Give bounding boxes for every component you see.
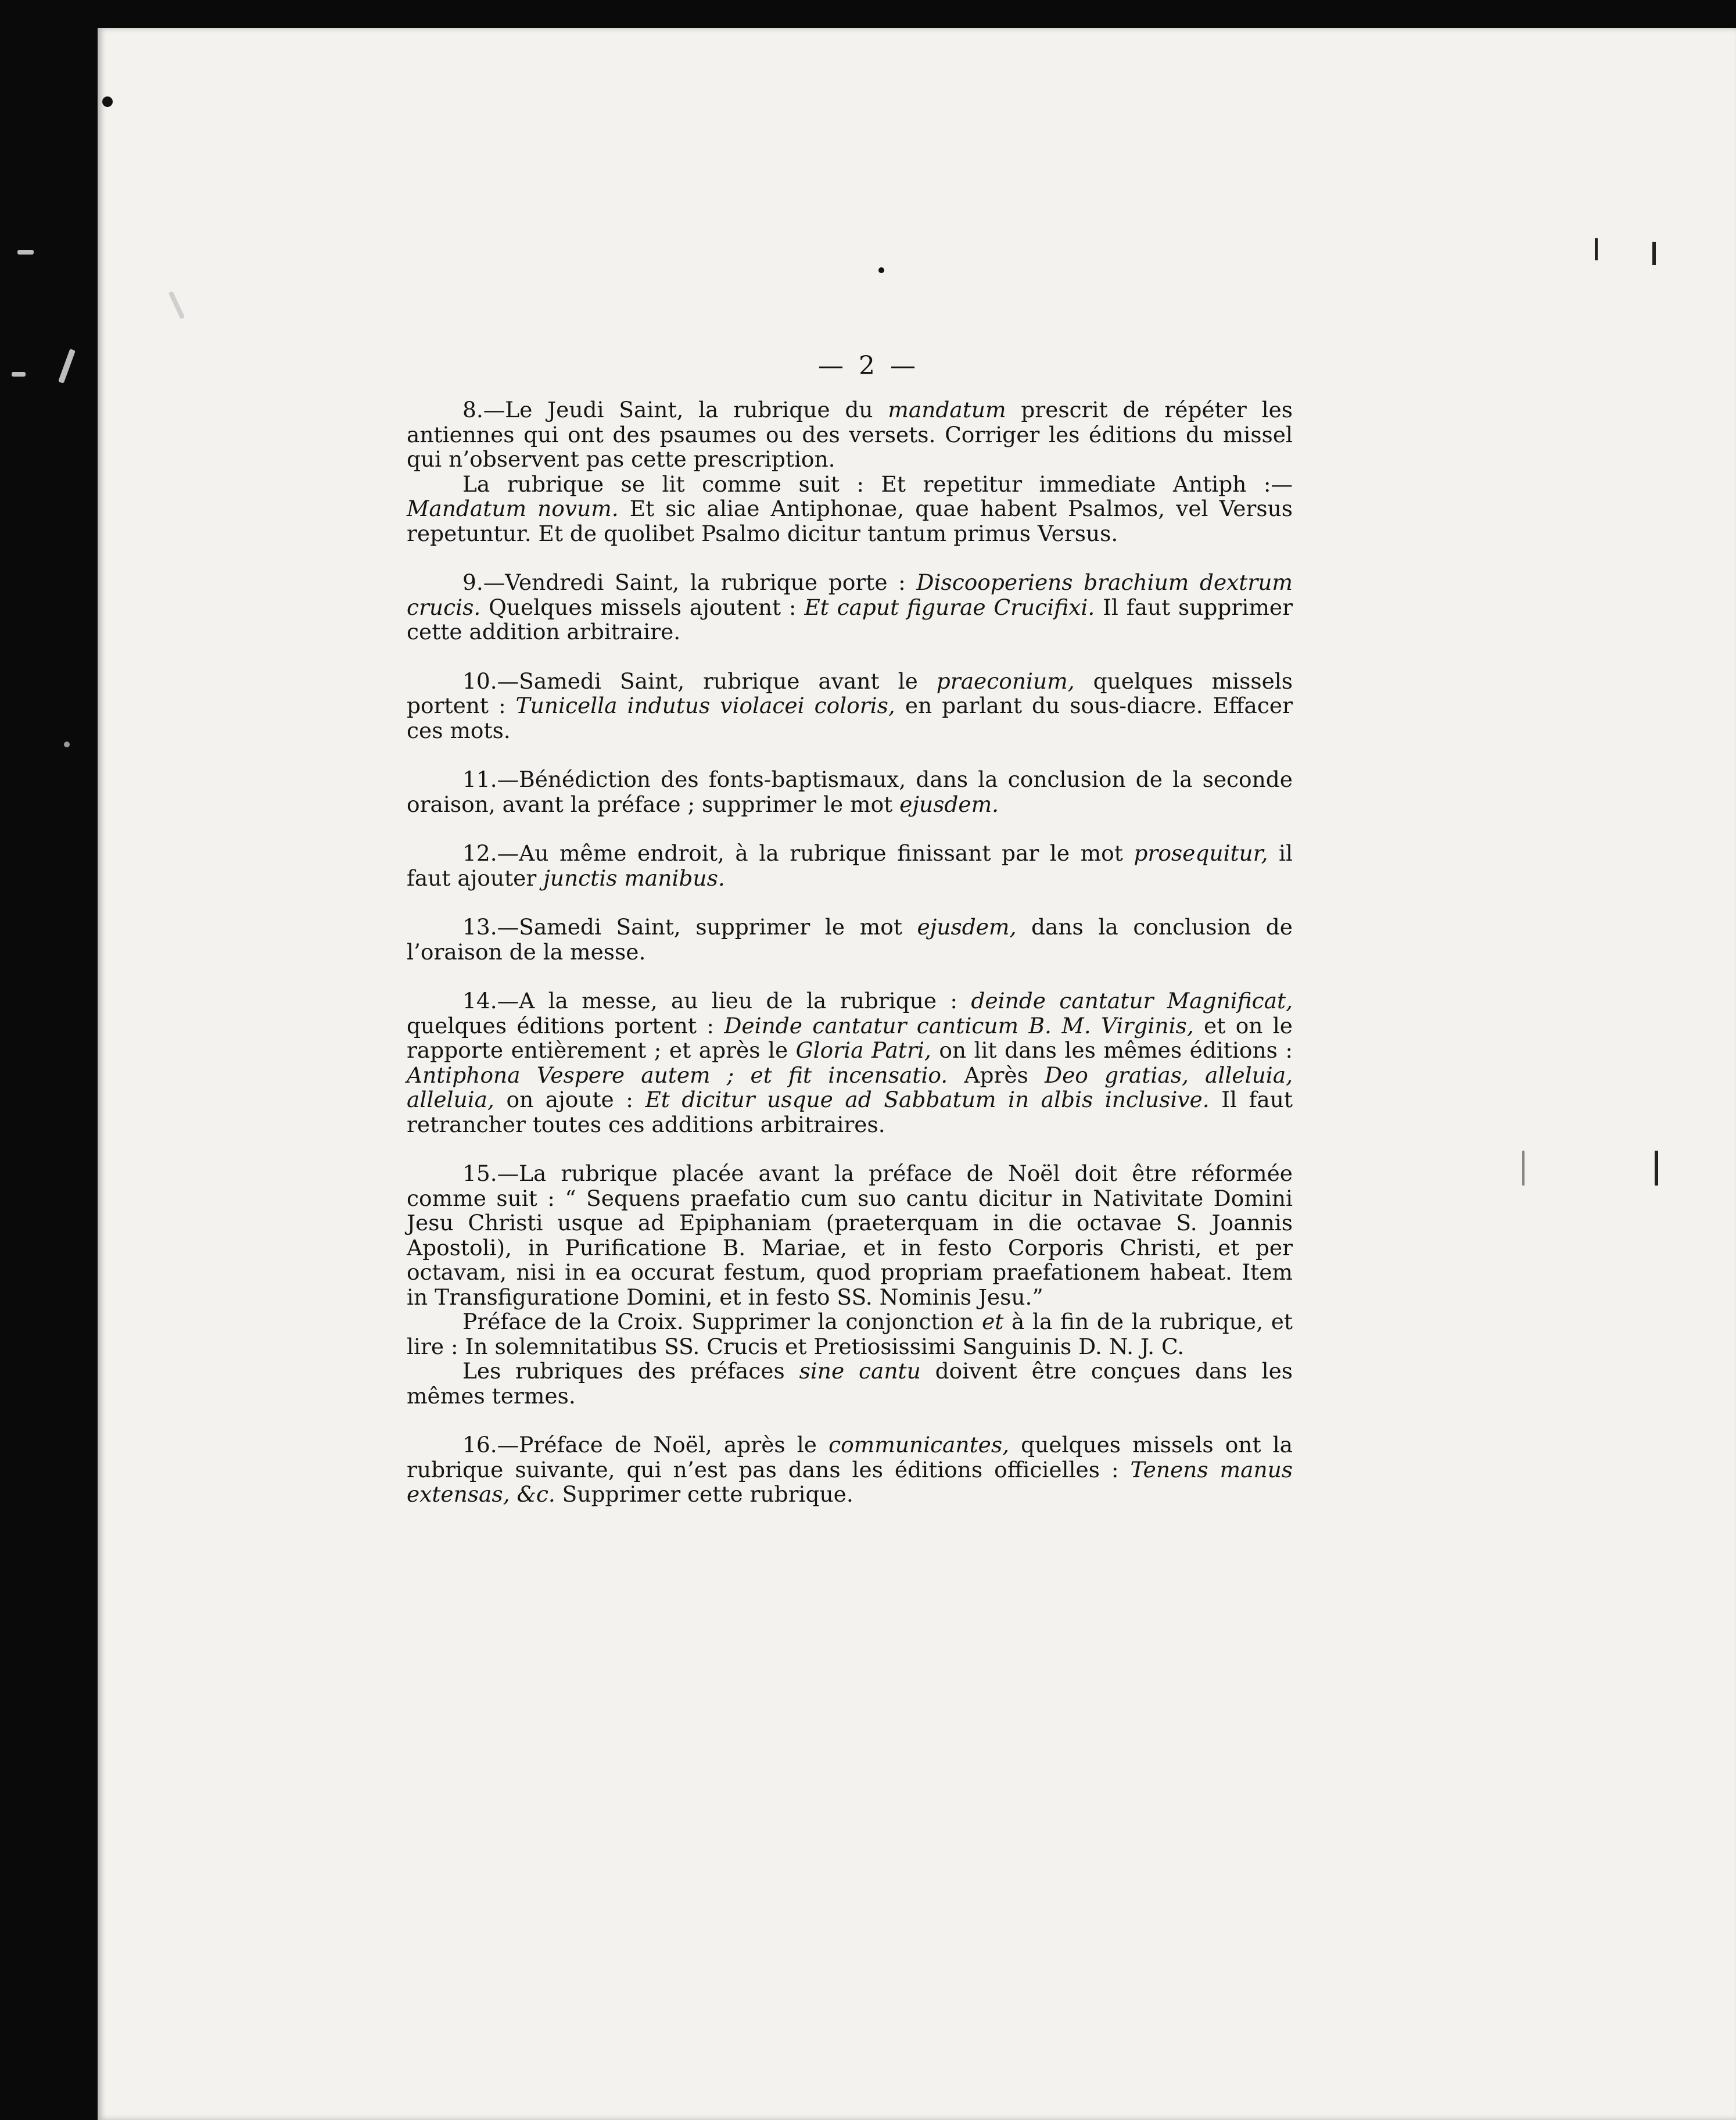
text-run: dans la conclusion de l’oraison de la messe. bbox=[407, 914, 1293, 965]
text-run: 10.—Samedi Saint, rubrique avant le bbox=[462, 668, 937, 694]
text-run: Il faut retrancher toutes ces additions arbitraires. bbox=[407, 1087, 1293, 1137]
italic-text: Deinde cantatur canticum B. M. Virginis, bbox=[724, 1012, 1194, 1038]
scan-mark bbox=[1655, 1151, 1658, 1186]
paragraph-15-3 bbox=[407, 1359, 1293, 1408]
text-run: Supprimer cette rubrique. bbox=[555, 1481, 853, 1507]
italic-text: Tenens manus extensas, &c. bbox=[407, 1456, 1293, 1507]
text-run: on ajoute : bbox=[494, 1087, 645, 1112]
italic-text: ejusdem. bbox=[899, 791, 999, 817]
paragraph-15 bbox=[407, 1161, 1293, 1309]
paragraph-8 bbox=[407, 398, 1293, 472]
text-run: en parlant du sous-diacre. Effacer ces mots. bbox=[407, 693, 1293, 743]
scan-speck bbox=[878, 267, 884, 273]
paragraph-13 bbox=[407, 915, 1293, 964]
text-run: il faut ajouter bbox=[407, 840, 1293, 891]
paragraph-9 bbox=[407, 570, 1293, 644]
italic-text: junctis manibus. bbox=[543, 865, 725, 891]
text-run: Préface de la Croix. Supprimer la conjonction bbox=[462, 1309, 982, 1334]
paragraph-8-2 bbox=[407, 472, 1293, 546]
text-run: La rubrique se lit comme suit : Et repetitur immediate Antiph :— bbox=[462, 471, 1293, 497]
italic-text: Gloria Patri, bbox=[795, 1037, 931, 1063]
italic-text: Mandatum novum. bbox=[407, 496, 619, 521]
text-run: Les rubriques des préfaces bbox=[462, 1358, 799, 1384]
text-run: 12.—Au même endroit, à la rubrique finissant par le mot bbox=[462, 840, 1134, 866]
text-run: 8.—Le Jeudi Saint, la rubrique du bbox=[462, 397, 888, 422]
italic-text: et bbox=[982, 1309, 1004, 1334]
italic-text: Discooperiens brachium dextrum crucis. bbox=[407, 570, 1293, 620]
text-run: Quelques missels ajoutent : bbox=[480, 594, 805, 620]
italic-text: sine cantu bbox=[799, 1358, 921, 1384]
text-run: 15.—La rubrique placée avant la préface de Noël doit être réformée comme suit : “ Sequens praefatio cum suo cantu dicitur in Nativitate Domini Jesu Christi usque ad Epiphaniam (praeterquam in die octavae S. Joannis Apostoli), in Purificatione B. Mariae, et in festo Corporis Christi, et per octavam, nisi in ea occurat festum, quod propriam praefationem habeat. Item in Transfiguratione Domini, et in festo SS. Nominis Jesu.” bbox=[407, 1161, 1293, 1310]
scan-speck bbox=[102, 96, 113, 107]
paragraph-14 bbox=[407, 989, 1293, 1137]
italic-text: deinde cantatur Magnificat, bbox=[971, 988, 1293, 1014]
paragraph-15-2 bbox=[407, 1309, 1293, 1359]
text-run: 11.—Bénédiction des fonts-baptismaux, dans la conclusion de la seconde oraison, avant la préface ; supprimer le mot bbox=[407, 767, 1293, 817]
text-run: quelques missels ont la rubrique suivante, qui n’est pas dans les éditions officielles : bbox=[407, 1432, 1293, 1482]
text-run: quelques missels portent : bbox=[407, 668, 1293, 718]
text-run: on lit dans les mêmes éditions : bbox=[931, 1037, 1293, 1063]
italic-text: mandatum bbox=[888, 397, 1006, 422]
text-run: Il faut supprimer cette addition arbitraire. bbox=[407, 594, 1293, 644]
italic-text: communicantes, bbox=[828, 1432, 1009, 1458]
scan-mark bbox=[1595, 238, 1598, 260]
italic-text: Et dicitur usque ad Sabbatum in albis inclusive. bbox=[645, 1087, 1210, 1112]
page-number: — 2 — bbox=[818, 351, 919, 381]
italic-text: Deo gratias, alleluia, alleluia, bbox=[407, 1062, 1293, 1112]
scan-speck bbox=[64, 742, 70, 747]
scan-speck bbox=[12, 372, 26, 377]
text-run: prescrit de répéter les antiennes qui ont des psaumes ou des versets. Corriger les éditions du missel qui n’observent pas cette prescription. bbox=[407, 397, 1293, 472]
text-run: doivent être conçues dans les mêmes termes. bbox=[407, 1358, 1293, 1409]
italic-text: Tunicella indutus violacei coloris, bbox=[515, 693, 895, 718]
italic-text: Et caput figurae Crucifixi. bbox=[804, 594, 1095, 620]
italic-text: prosequitur, bbox=[1134, 840, 1268, 866]
text-run: 13.—Samedi Saint, supprimer le mot bbox=[462, 914, 917, 940]
scan-mark bbox=[1652, 242, 1656, 265]
italic-text: Antiphona Vespere autem ; et fit incensatio. bbox=[407, 1062, 948, 1088]
text-run: quelques éditions portent : bbox=[407, 1012, 724, 1038]
text-run: 16.—Préface de Noël, après le bbox=[462, 1432, 829, 1458]
paragraph-12 bbox=[407, 841, 1293, 890]
paragraph-16 bbox=[407, 1433, 1293, 1507]
text-run: 9.—Vendredi Saint, la rubrique porte : bbox=[462, 570, 917, 595]
text-run: Après bbox=[948, 1062, 1045, 1088]
italic-text: praeconium, bbox=[936, 668, 1075, 694]
scan-mark bbox=[1522, 1151, 1525, 1186]
italic-text: ejusdem, bbox=[917, 914, 1017, 940]
scan-speck bbox=[17, 250, 34, 255]
paragraph-10 bbox=[407, 669, 1293, 743]
document-body bbox=[407, 398, 1293, 1507]
text-run: et on le rapporte entièrement ; et après le bbox=[407, 1012, 1293, 1063]
paragraph-11 bbox=[407, 767, 1293, 817]
scan-speck bbox=[58, 349, 76, 384]
text-run: à la fin de la rubrique, et lire : In solemnitatibus SS. Crucis et Pretiosissimi Sanguinis D. N. J. C. bbox=[407, 1309, 1293, 1359]
text-run: Et sic aliae Antiphonae, quae habent Psalmos, vel Versus repetuntur. Et de quolibet Psalmo dicitur tantum primus Versus. bbox=[407, 496, 1293, 546]
text-run: 14.—A la messe, au lieu de la rubrique : bbox=[462, 988, 971, 1014]
